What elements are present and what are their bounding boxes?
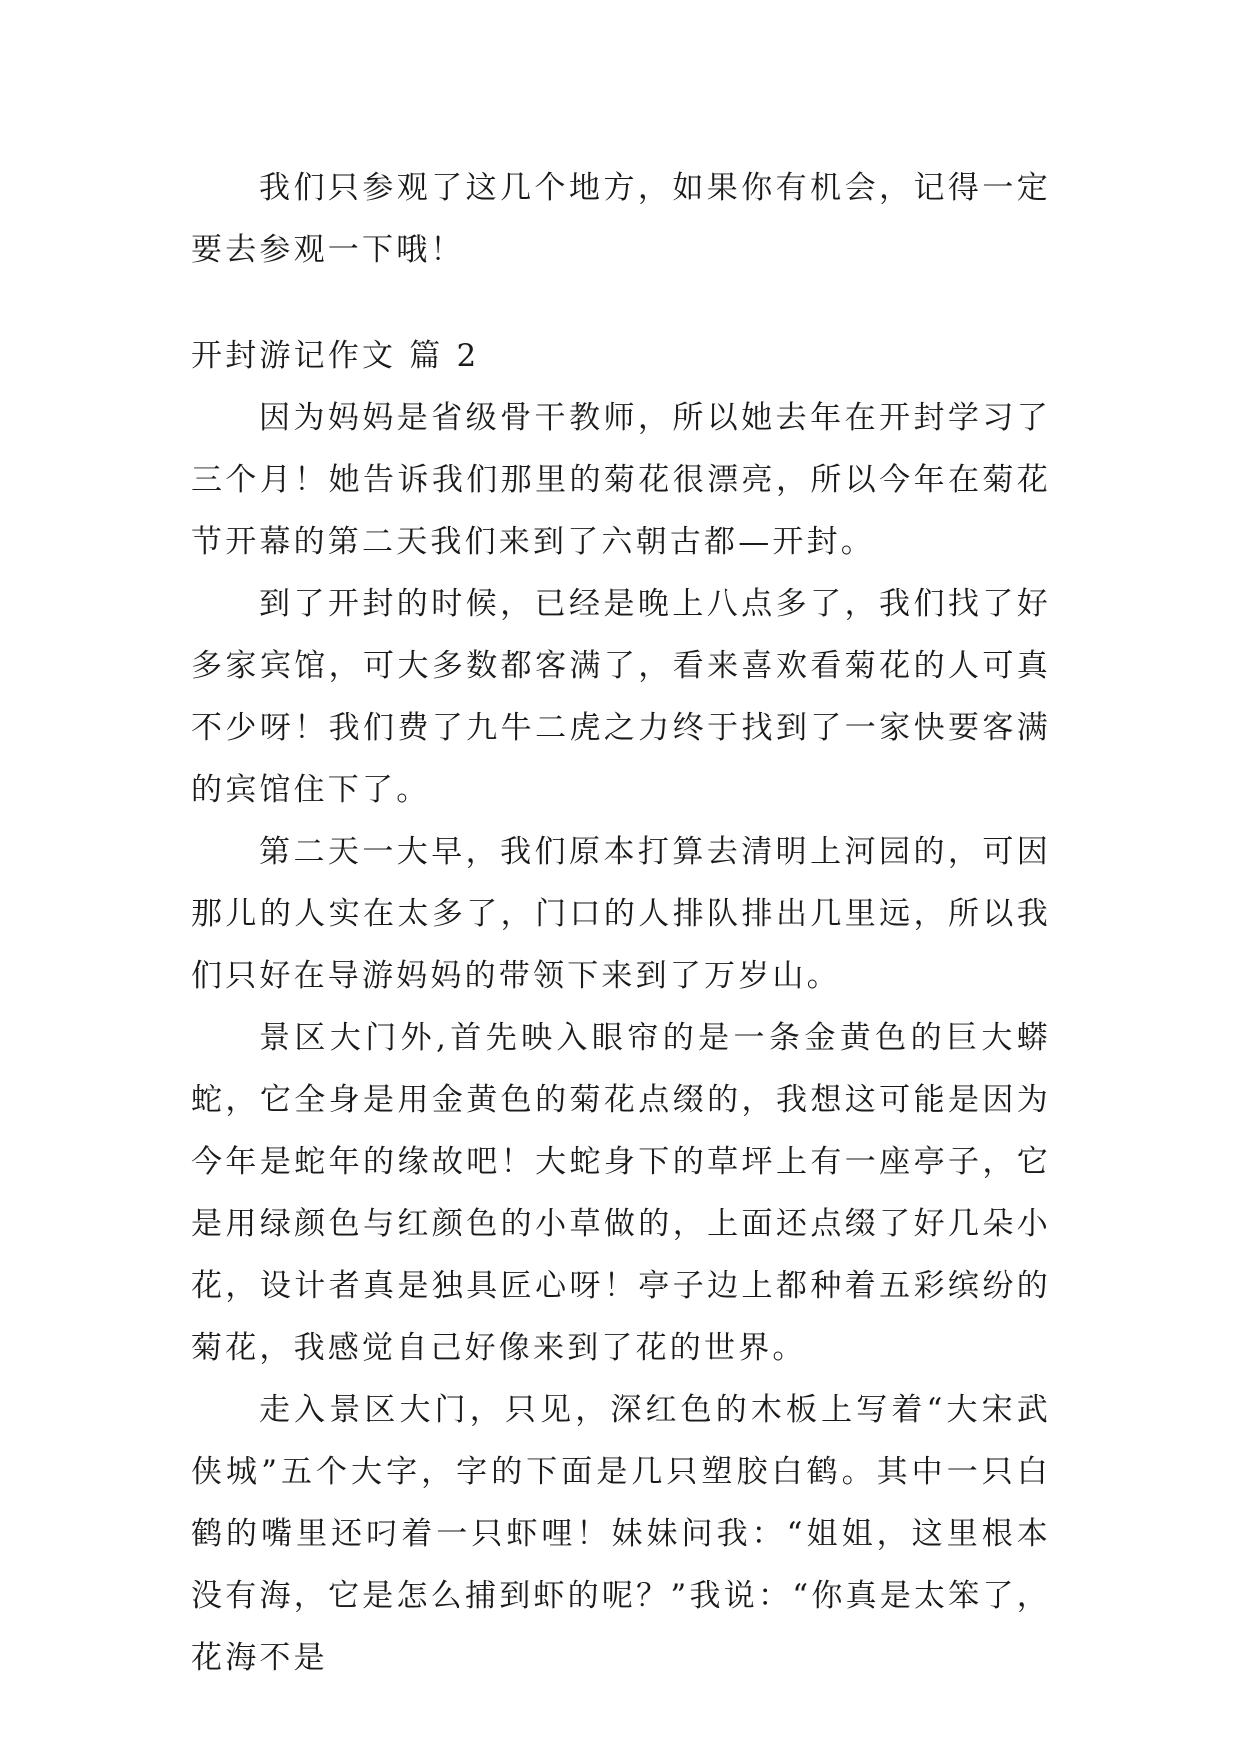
section-title: 开封游记作文 篇 2 xyxy=(191,338,480,374)
body-paragraph-2: 到了开封的时候，已经是晚上八点多了，我们找了好多家宾馆，可大多数都客满了，看来喜欢看菊花的人可真不少呀！我们费了九牛二虎之力终于找到了一家快要客满的宾馆住下了。 xyxy=(191,586,1051,808)
body-paragraph-1: 因为妈妈是省级骨干教师，所以她去年在开封学习了三个月！她告诉我们那里的菊花很漂亮，所以今年在菊花节开幕的第二天我们来到了六朝古都—开封。 xyxy=(191,400,1051,560)
body-paragraph-4: 景区大门外,首先映入眼帘的是一条金黄色的巨大蟒蛇，它全身是用金黄色的菊花点缀的，我想这可能是因为今年是蛇年的缘故吧！大蛇身下的草坪上有一座亭子，它是用绿颜色与红颜色的小草做的，上面还点缀了好几朵小花，设计者真是独具匠心呀！亭子边上都种着五彩缤纷的菊花，我感觉自己好像来到了花的世界。 xyxy=(191,1020,1051,1366)
body-paragraph-5: 走入景区大门，只见，深红色的木板上写着“大宋武侠城”五个大字，字的下面是几只塑胶白鹤。其中一只白鹤的嘴里还叼着一只虾哩！妹妹问我：“姐姐，这里根本没有海，它是怎么捕到虾的呢？”我说：“你真是太笨了，花海不是 xyxy=(191,1392,1051,1676)
intro-paragraph: 我们只参观了这几个地方，如果你有机会，记得一定要去参观一下哦！ xyxy=(191,170,1051,268)
document-page xyxy=(191,157,1051,1689)
body-paragraph-3: 第二天一大早，我们原本打算去清明上河园的，可因那儿的人实在太多了，门口的人排队排出几里远，所以我们只好在导游妈妈的带领下来到了万岁山。 xyxy=(191,834,1051,994)
